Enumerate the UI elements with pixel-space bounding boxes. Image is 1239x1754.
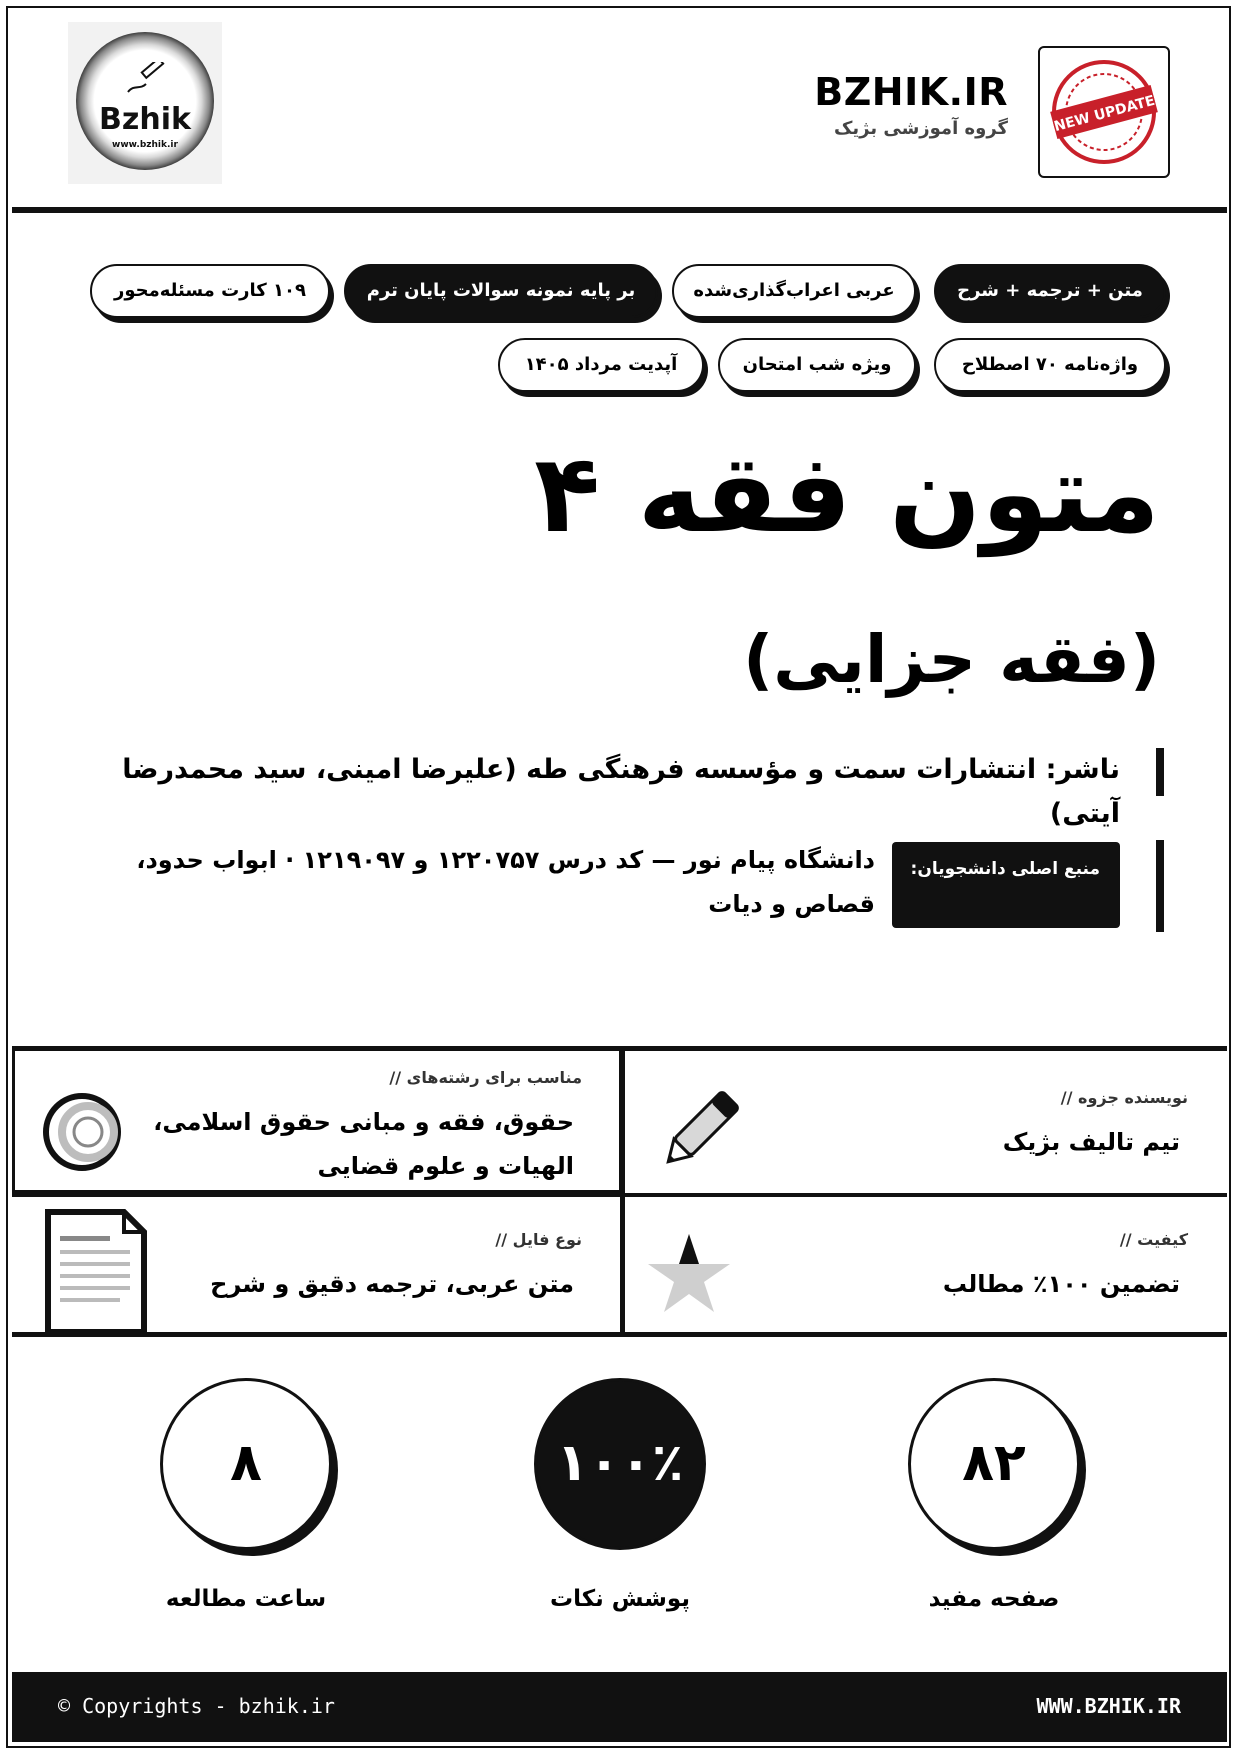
- page-subtitle: (فقه جزایی): [743, 621, 1160, 698]
- source-label: منبع اصلی دانشجویان:: [892, 842, 1120, 928]
- quality-value: تضمین ۱۰۰٪ مطالب: [942, 1270, 1180, 1298]
- stat-coverage: ۱۰۰٪: [534, 1378, 706, 1550]
- badge-text: NEW UPDATE: [1052, 92, 1157, 136]
- pen-icon: [126, 62, 168, 96]
- page-title: متون فقه ۴: [534, 432, 1160, 557]
- footer-copyright: © Copyrights - bzhik.ir: [58, 1694, 335, 1718]
- header-divider: [12, 207, 1227, 213]
- info-grid-column-divider: [620, 1051, 625, 1332]
- fields-label: مناسب برای رشته‌های //: [389, 1068, 582, 1087]
- quality-label: کیفیت //: [1119, 1230, 1188, 1249]
- star-icon: [646, 1232, 732, 1314]
- tag-pill: متن + ترجمه + شرح: [934, 264, 1166, 318]
- fields-value: حقوق، فقه و مبانی حقوق اسلامی، الهیات و علوم قضایی: [153, 1108, 574, 1180]
- site-name: BZHIK.IR: [814, 70, 1008, 114]
- filetype-label: نوع فایل //: [495, 1230, 582, 1249]
- footer: [12, 1672, 1227, 1742]
- tag-pill: عربی اعراب‌گذاری‌شده: [672, 264, 916, 318]
- source-marker: [1156, 840, 1164, 932]
- info-grid-row-divider: [12, 1193, 1227, 1197]
- tag-pill: ۱۰۹ کارت مسئله‌محور: [90, 264, 330, 318]
- publisher-marker: [1156, 748, 1164, 796]
- tag-pill: واژه‌نامه ۷۰ اصطلاح: [934, 338, 1166, 392]
- tag-pill: ویژه شب امتحان: [718, 338, 916, 392]
- author-label: نویسنده جزوه //: [1060, 1088, 1188, 1107]
- bzhik-logo: [68, 22, 222, 184]
- footer-website-link[interactable]: WWW.BZHIK.IR: [1036, 1694, 1181, 1718]
- stat-hours: ۸: [160, 1378, 332, 1550]
- new-update-badge: [1038, 46, 1170, 178]
- stat-pages-label: صفحه مفید: [928, 1586, 1060, 1612]
- badge-stamp-icon: [1046, 54, 1162, 170]
- tag-pill: بر پایه نمونه سوالات پایان ترم: [344, 264, 658, 318]
- publisher-text: ناشر: انتشارات سمت و مؤسسه فرهنگی طه (علیرضا امینی، سید محمدرضا آیتی): [122, 754, 1120, 829]
- author-value: تیم تالیف بژیک: [1002, 1128, 1180, 1156]
- logo-url: www.bzhik.ir: [112, 140, 178, 150]
- logo-brand: Bzhik: [99, 102, 191, 137]
- pencil-icon: [652, 1086, 744, 1178]
- info-grid-bottom-rule: [12, 1332, 1227, 1337]
- stat-hours-label: ساعت مطالعه: [165, 1586, 327, 1612]
- filetype-value: متن عربی، ترجمه دقیق و شرح: [210, 1270, 574, 1298]
- stat-pages: ۸۲: [908, 1378, 1080, 1550]
- tag-pill: آپدیت مرداد ۱۴۰۵: [498, 338, 704, 392]
- source-text: دانشگاه پیام نور — کد درس ۱۲۲۰۷۵۷ و ۱۲۱۹۰۹۷ · ابواب حدود، قصاص و دیات: [136, 846, 875, 918]
- document-icon: [42, 1208, 148, 1336]
- stat-coverage-label: پوشش نکات: [550, 1586, 690, 1612]
- site-subtitle: گروه آموزشی بژیک: [833, 118, 1008, 139]
